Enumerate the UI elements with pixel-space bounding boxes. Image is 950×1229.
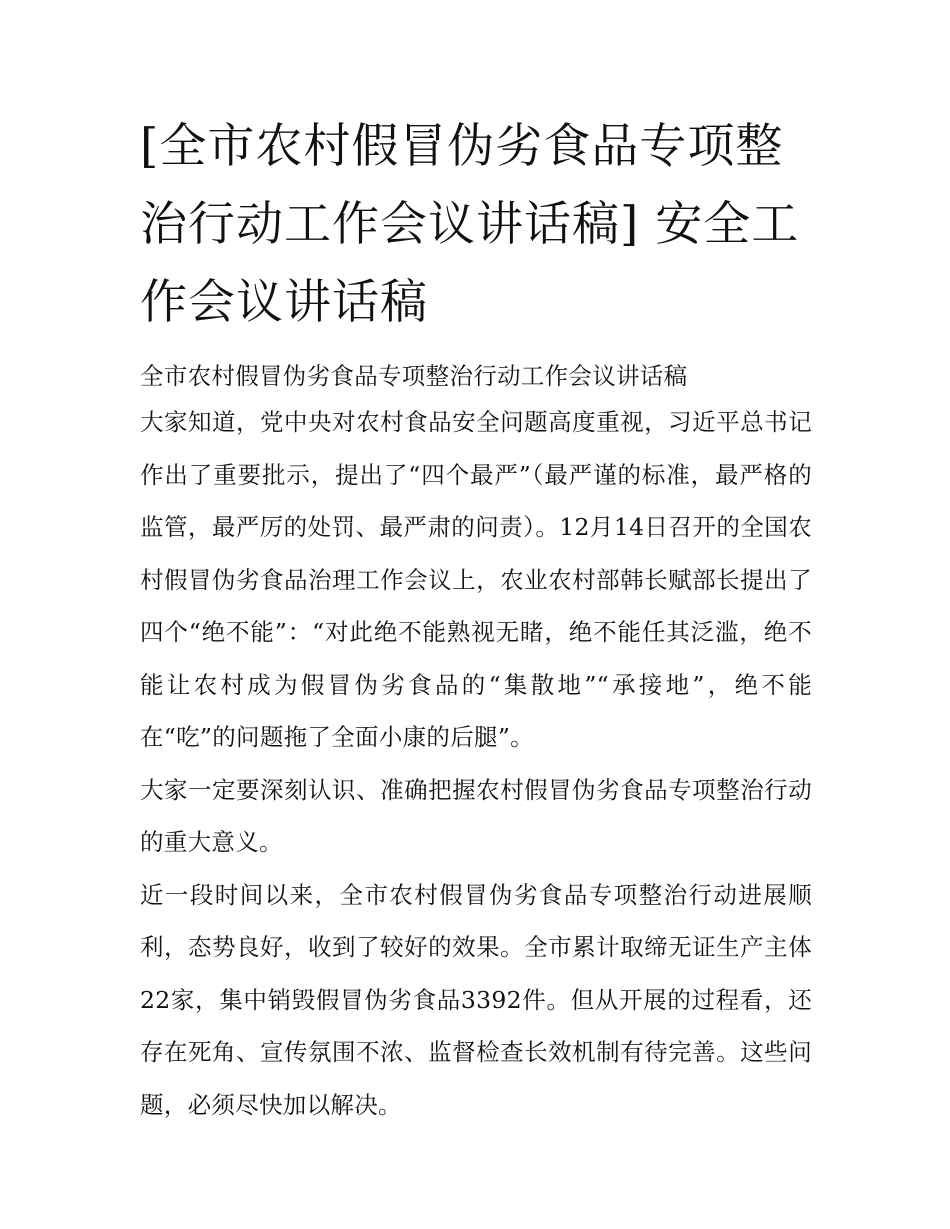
- paragraph-3: 近一段时间以来，全市农村假冒伪劣食品专项整治行动进展顺利，态势良好，收到了较好的效果。全市累计取缔无证生产主体22家，集中销毁假冒伪劣食品3392件。但从开展的过程看，还存在死角、宣传氛围不浓、监督检查长效机制有待完善。这些问题，必须尽快加以解决。: [140, 880, 812, 1119]
- paragraph-2: 大家一定要深刻认识、准确把握农村假冒伪劣食品专项整治行动的重大意义。: [140, 775, 812, 856]
- document-title: [全市农村假冒伪劣食品专项整治行动工作会议讲话稿] 安全工作会议讲话稿: [140, 119, 800, 330]
- document-subtitle: 全市农村假冒伪劣食品专项整治行动工作会议讲话稿: [140, 362, 688, 390]
- paragraph-1: 大家知道，党中央对农村食品安全问题高度重视，习近平总书记作出了重要批示，提出了“四个最严”（最严谨的标准，最严格的监管，最严厉的处罚、最严肃的问责）。12月14日召开的全国农村假冒伪劣食品治理工作会议上，农业农村部韩长赋部长提出了四个“绝不能”：“对此绝不能熟视无睹，绝不能任其泛滥，绝不能让农村成为假冒伪劣食品的“集散地”“承接地”，绝不能在“吃”的问题拖了全面小康的后腿”。: [140, 408, 812, 751]
- document-page: [140, 108, 812, 1131]
